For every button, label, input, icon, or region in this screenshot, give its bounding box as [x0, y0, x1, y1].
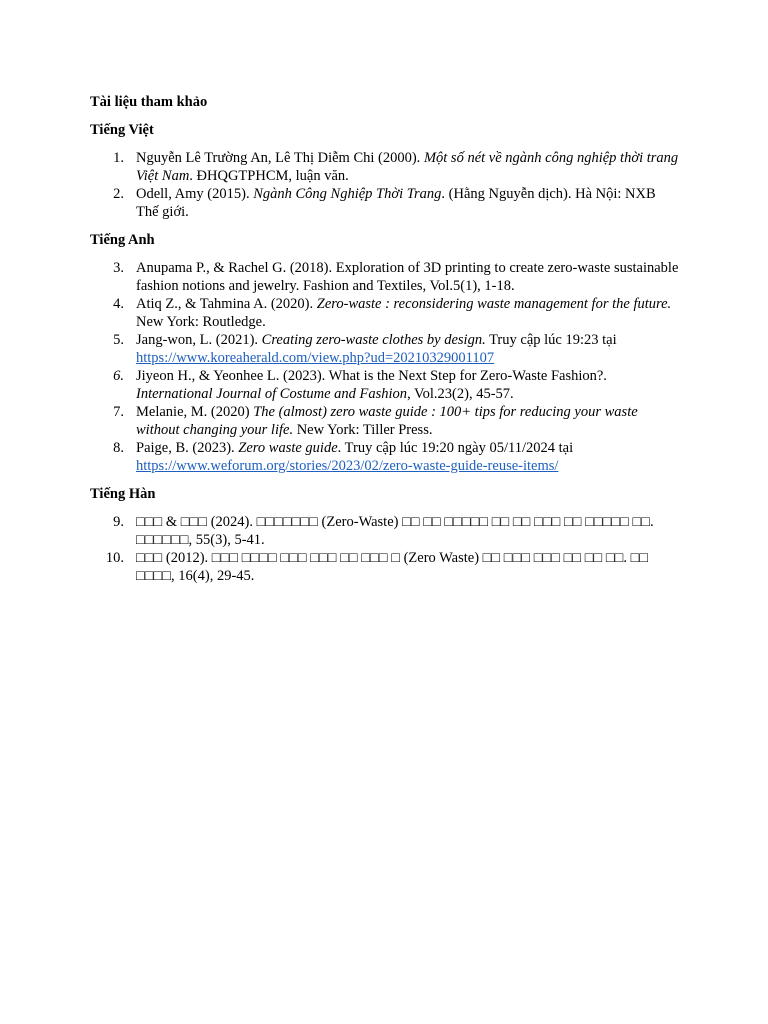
reference-text: Nguyễn Lê Trường An, Lê Thị Diễm Chi (2000). — [136, 150, 424, 166]
reference-number: 3. — [113, 260, 124, 276]
reference-number: 9. — [113, 514, 124, 530]
reference-details: . (Hằng Nguyễn dịch). Hà Nội: NXB Thế giới. — [136, 186, 656, 220]
reference-item-8 — [90, 439, 680, 475]
reference-text: Atiq Z., & Tahmina A. (2020). — [136, 296, 317, 312]
reference-text: Jiyeon H., & Yeonhee L. (2023). What is the Next Step for Zero-Waste Fashion?. — [136, 368, 607, 384]
reference-item-2 — [90, 185, 680, 221]
reference-text: □□□ (2012). □□□ □□□□ □□□ □□□ □□ □□□ □ (Zero Waste) □□ □□□ □□□ □□ □□ □□. □□ □□□□, 16(4), 29-45. — [136, 550, 649, 584]
reference-title: International Journal of Costume and Fashion — [136, 386, 408, 402]
reference-link[interactable]: https://www.weforum.org/stories/2023/02/zero-waste-guide-reuse-items/ — [136, 458, 559, 474]
reference-details: Truy cập lúc 19:23 tại — [485, 332, 617, 348]
reference-details: , Vol.23(2), 45-57. — [407, 386, 514, 402]
references-page — [90, 93, 680, 585]
section-heading-vietnamese: Tiếng Việt — [90, 122, 154, 138]
reference-text: Anupama P., & Rachel G. (2018). Exploration of 3D printing to create zero-waste sustainable fashion notions and jewelry. Fashion and Textiles, Vol.5(1), 1-18. — [136, 260, 679, 294]
reference-title: The (almost) zero waste guide : 100+ tips for reducing your waste without changing your life. — [136, 404, 638, 438]
reference-list-english — [90, 259, 680, 475]
reference-number: 6. — [113, 368, 124, 384]
reference-title: Zero waste guide — [238, 440, 338, 456]
reference-text: □□□ & □□□ (2024). □□□□□□□ (Zero-Waste) □□ □□ □□□□□ □□ □□ □□□ □□ □□□□□ □□. □□□□□□, 55(3), 5-41. — [136, 514, 654, 548]
reference-text: Jang-won, L. (2021). — [136, 332, 262, 348]
reference-item-4 — [90, 295, 680, 331]
section-heading-korean: Tiếng Hàn — [90, 486, 156, 502]
reference-list-vietnamese — [90, 149, 680, 221]
reference-number: 4. — [113, 296, 124, 312]
reference-number: 8. — [113, 440, 124, 456]
reference-details: . ĐHQGTPHCM, luận văn. — [189, 168, 349, 184]
reference-title: Zero-waste : reconsidering waste management for the future. — [316, 296, 672, 312]
reference-title: Ngành Công Nghiệp Thời Trang — [253, 186, 442, 202]
reference-number: 5. — [113, 332, 124, 348]
reference-number: 10. — [105, 550, 124, 566]
reference-link[interactable]: https://www.koreaherald.com/view.php?ud=20210329001107 — [136, 350, 495, 366]
reference-number: 2. — [113, 186, 124, 202]
page-title: Tài liệu tham khảo — [90, 94, 208, 110]
reference-item-9 — [90, 513, 680, 549]
reference-details: New York: Routledge. — [136, 314, 266, 330]
reference-list-korean — [90, 513, 680, 585]
reference-title: Creating zero-waste clothes by design. — [261, 332, 486, 348]
reference-details: New York: Tiller Press. — [293, 422, 433, 438]
reference-item-7 — [90, 403, 680, 439]
reference-text: Paige, B. (2023). — [136, 440, 239, 456]
reference-number: 1. — [113, 150, 124, 166]
reference-title: Một số nét về ngành công nghiệp thời trang Việt Nam — [136, 150, 679, 184]
reference-item-6 — [90, 367, 680, 403]
reference-text: Odell, Amy (2015). — [136, 186, 254, 202]
reference-item-10 — [90, 549, 680, 585]
reference-item-1 — [90, 149, 680, 185]
reference-details: . Truy cập lúc 19:20 ngày 05/11/2024 tại — [337, 440, 574, 456]
reference-item-3 — [90, 259, 680, 295]
reference-number: 7. — [113, 404, 124, 420]
reference-item-5 — [90, 331, 680, 367]
reference-text: Melanie, M. (2020) — [136, 404, 254, 420]
section-heading-english: Tiếng Anh — [90, 232, 155, 248]
